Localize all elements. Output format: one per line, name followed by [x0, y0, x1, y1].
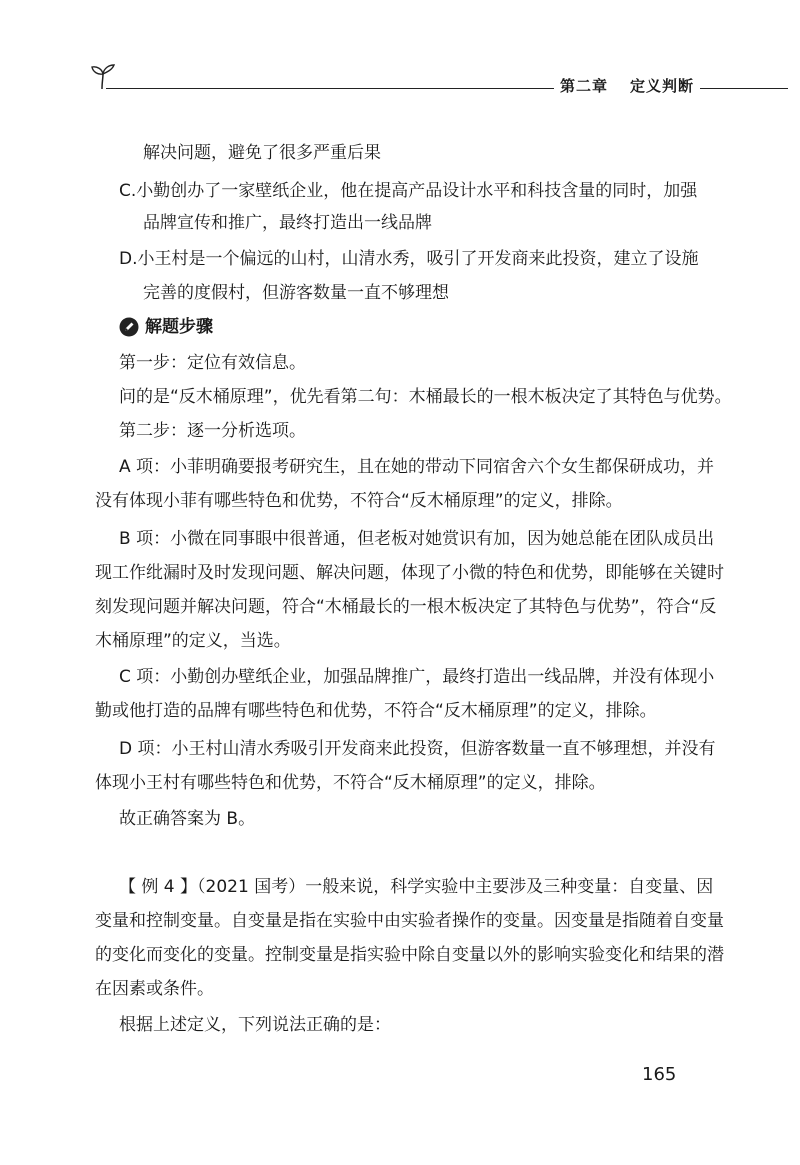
- solution-heading: [119, 316, 213, 338]
- option-c-line-2: 品牌宣传和推广，最终打造出一线品牌: [143, 213, 432, 233]
- solution-heading-text: 解题步骤: [145, 317, 213, 337]
- example-line-3: 的变化而变化的变量。控制变量是指实验中除自变量以外的影响实验变化和结果的潜: [95, 945, 724, 965]
- sprout-icon: [88, 62, 118, 90]
- example-line-2: 变量和控制变量。自变量是指在实验中由实验者操作的变量。因变量是指随着自变量: [95, 911, 724, 931]
- page-header: [88, 62, 788, 102]
- analysis-b-line-3: 刻发现问题并解决问题，符合“木桶最长的一根木板决定了其特色与优势”，符合“反: [95, 597, 717, 617]
- pencil-circle-icon: [119, 317, 139, 337]
- chapter-topic: 定义判断: [630, 77, 695, 95]
- option-d-line-2: 完善的度假村，但游客数量一直不够理想: [143, 283, 449, 303]
- chapter-title: [554, 75, 700, 96]
- solution-step-1: 第一步：定位有效信息。: [119, 353, 306, 373]
- page-number: 165: [642, 1064, 677, 1085]
- analysis-b-line-4: 木桶原理”的定义，当选。: [95, 631, 291, 651]
- correct-answer: 故正确答案为 B。: [119, 809, 256, 829]
- chapter-label: 第二章: [560, 77, 609, 95]
- analysis-c-line-1: C 项：小勤创办壁纸企业，加强品牌推广，最终打造出一线品牌，并没有体现小: [119, 667, 715, 687]
- example-line-4: 在因素或条件。: [95, 979, 214, 999]
- analysis-b-line-1: B 项：小微在同事眼中很普通，但老板对她赏识有加，因为她总能在团队成员出: [119, 529, 715, 549]
- option-b-continuation: 解决问题，避免了很多严重后果: [143, 143, 381, 163]
- example-prompt: 根据上述定义，下列说法正确的是：: [119, 1015, 391, 1035]
- solution-question-focus: 问的是“反木桶原理”，优先看第二句：木桶最长的一根木板决定了其特色与优势。: [119, 387, 732, 407]
- option-c-line-1: C.小勤创办了一家壁纸企业，他在提高产品设计水平和科技含量的同时，加强: [119, 181, 698, 201]
- analysis-d-line-2: 体现小王村有哪些特色和优势，不符合“反木桶原理”的定义，排除。: [95, 773, 606, 793]
- analysis-c-line-2: 勤或他打造的品牌有哪些特色和优势，不符合“反木桶原理”的定义，排除。: [95, 701, 657, 721]
- header-rule-left: [106, 88, 624, 89]
- analysis-b-line-2: 现工作纰漏时及时发现问题、解决问题，体现了小微的特色和优势，即能够在关键时: [95, 563, 724, 583]
- analysis-d-line-1: D 项：小王村山清水秀吸引开发商来此投资，但游客数量一直不够理想，并没有: [119, 739, 716, 759]
- solution-step-2: 第二步：逐一分析选项。: [119, 421, 306, 441]
- analysis-a-line-1: A 项：小菲明确要报考研究生，且在她的带动下同宿舍六个女生都保研成功，并: [119, 457, 715, 477]
- example-line-1: 【 例 4 】（2021 国考）一般来说，科学实验中主要涉及三种变量：自变量、因: [119, 877, 714, 897]
- analysis-a-line-2: 没有体现小菲有哪些特色和优势，不符合“反木桶原理”的定义，排除。: [95, 491, 623, 511]
- option-d-line-1: D.小王村是一个偏远的山村，山清水秀，吸引了开发商来此投资，建立了设施: [119, 249, 699, 269]
- header-rule-right: [700, 88, 788, 89]
